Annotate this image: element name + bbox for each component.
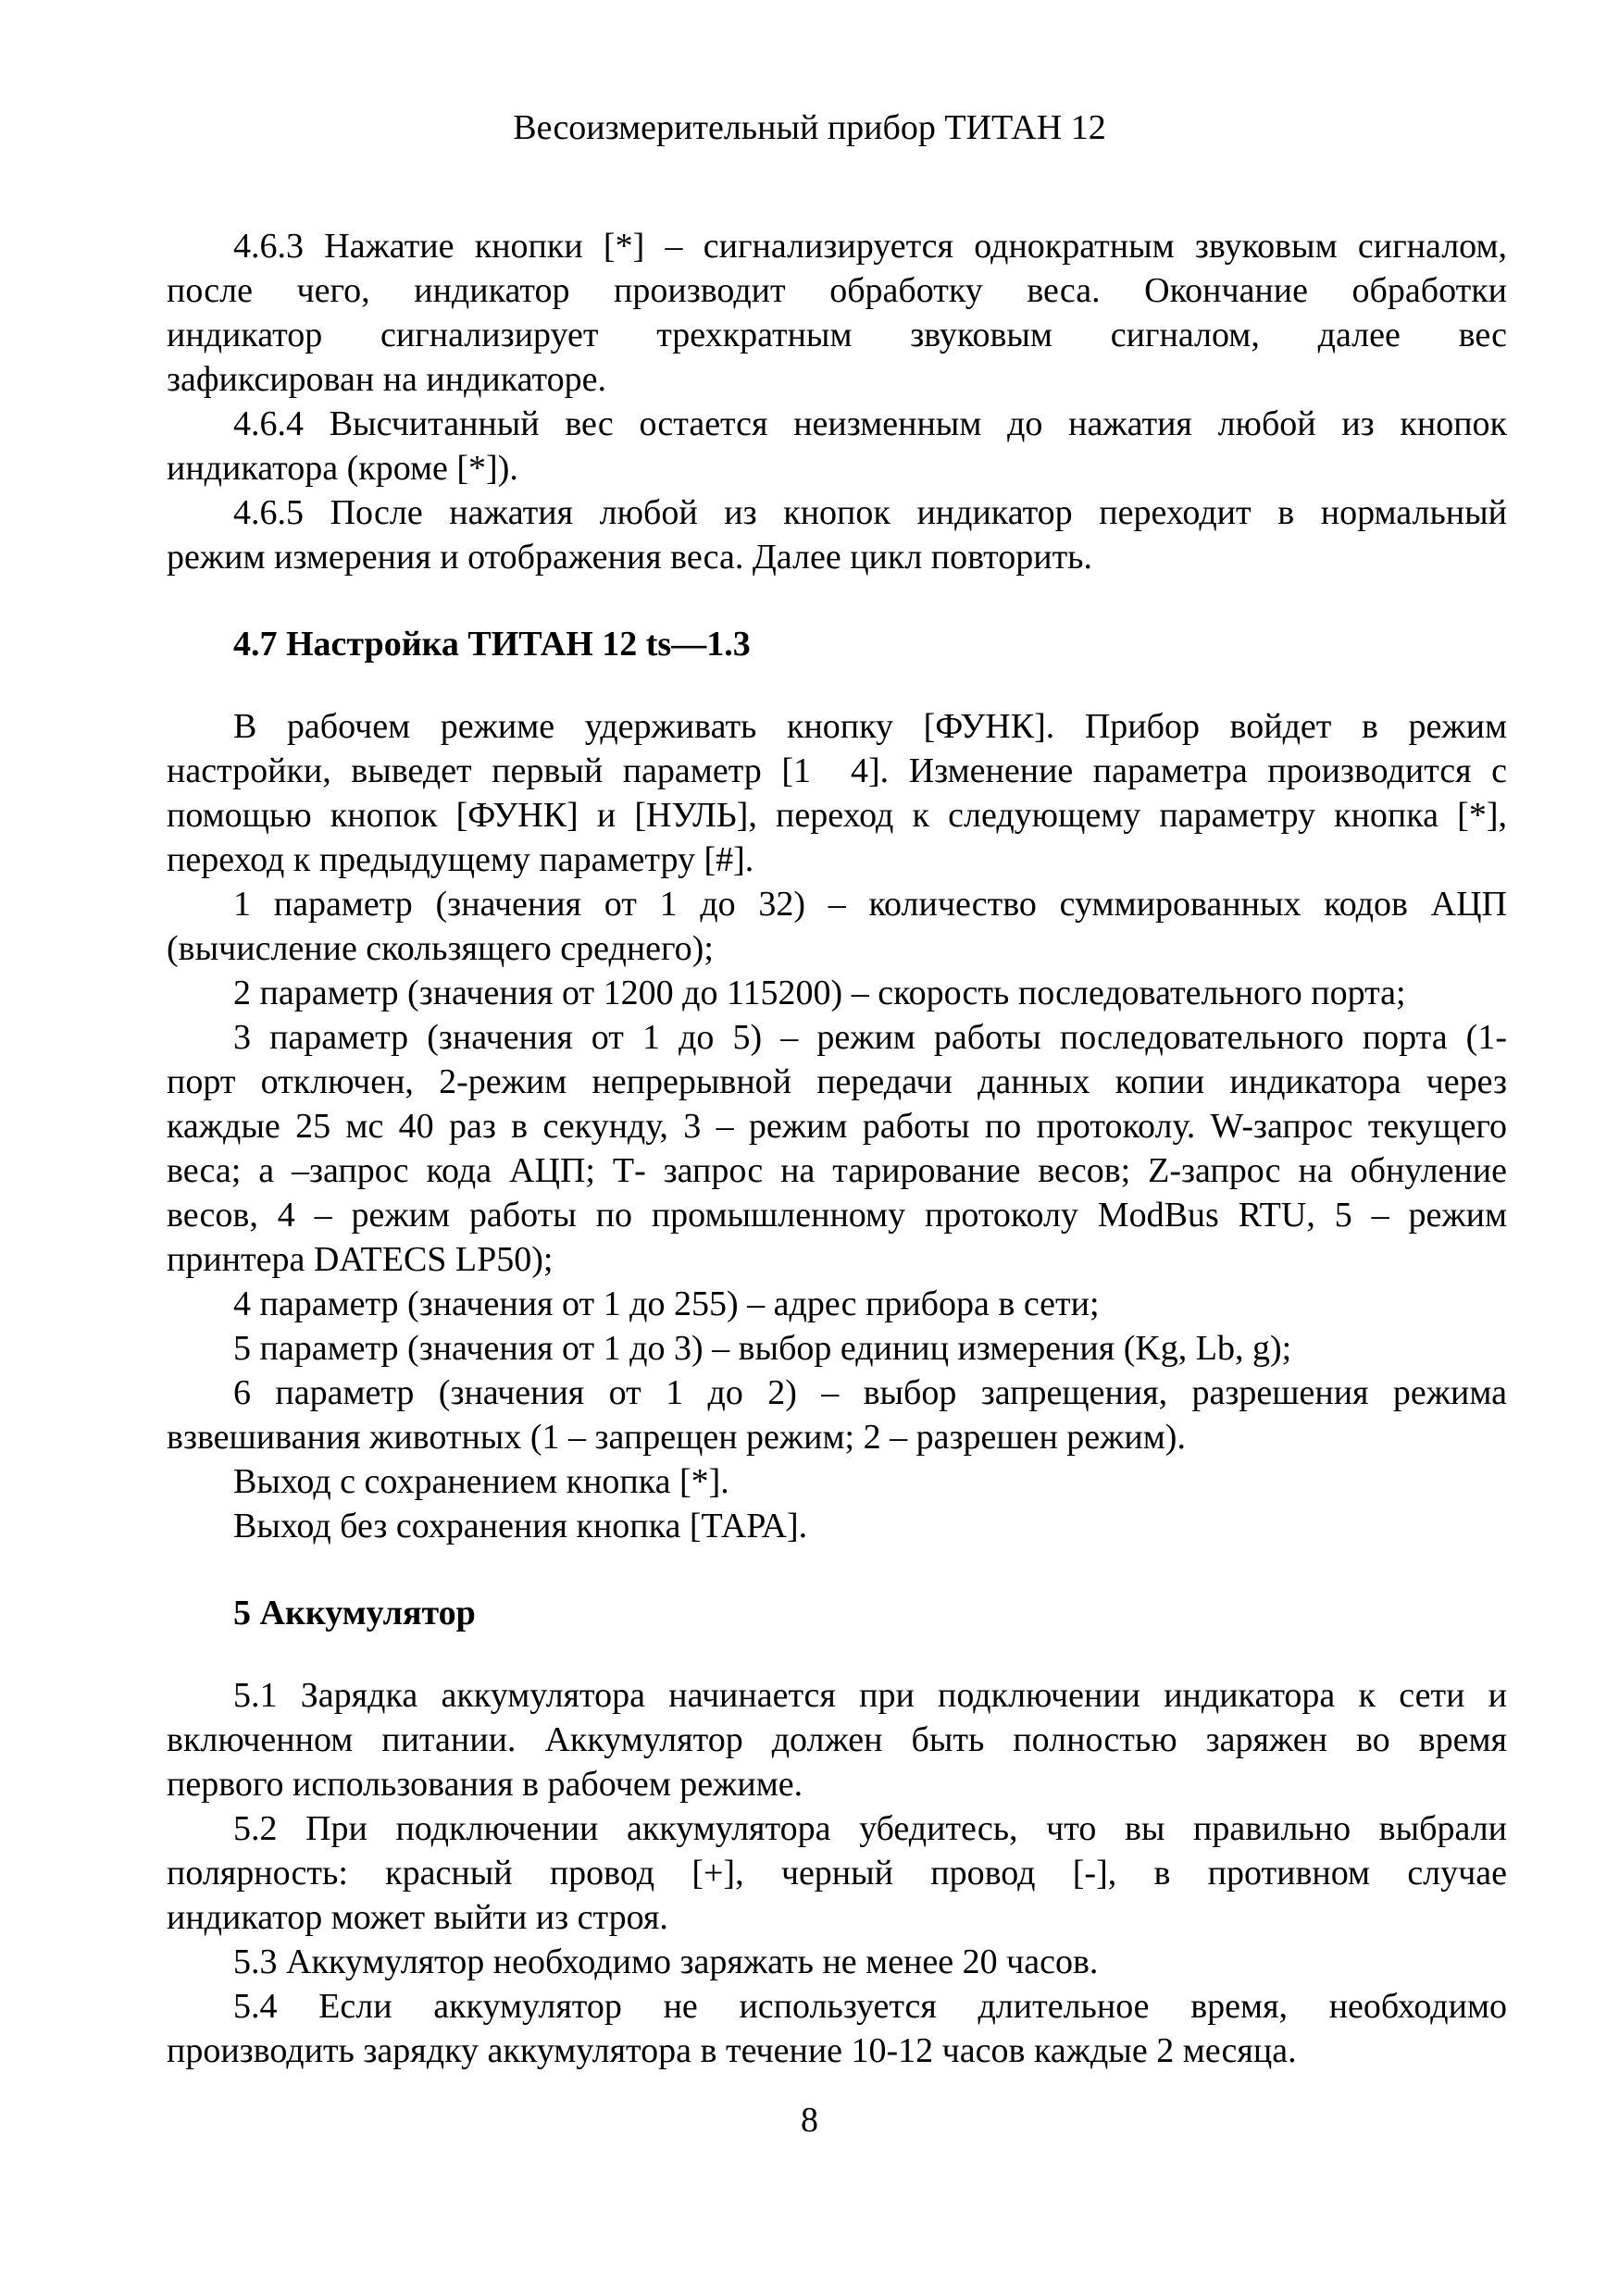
text-line: первого использования в рабочем режиме.	[167, 1765, 803, 1804]
text-line: после чего, индикатор производит обработку веса. Окончание обработки	[167, 271, 1507, 310]
text-line: 5.4 Если аккумулятор не используется длительное время, необходимо	[233, 1987, 1507, 2026]
text-line: зафиксирован на индикаторе.	[167, 360, 606, 399]
text-line: взвешивания животных (1 – запрещен режим; 2 – разрешен режим).	[167, 1418, 1186, 1457]
text-line: переход к предыдущему параметру [#].	[167, 840, 754, 879]
text-line: каждые 25 мс 40 раз в секунду, 3 – режим работы по протоколу. W-запрос текущего	[167, 1107, 1507, 1146]
document-body	[167, 224, 1507, 2073]
text-line: порт отключен, 2-режим непрерывной передачи данных копии индикатора через	[167, 1062, 1507, 1101]
paragraph	[167, 1984, 1507, 2073]
text-line: 5.3 Аккумулятор необходимо заряжать не менее 20 часов.	[233, 1942, 1099, 1981]
text-line: индикатора (кроме [*]).	[167, 449, 518, 488]
text-line: 4.6.4 Высчитанный вес остается неизменным до нажатия любой из кнопок	[233, 404, 1507, 443]
paragraph	[167, 224, 1507, 402]
text-line: 4 параметр (значения от 1 до 255) – адрес прибора в сети;	[233, 1285, 1100, 1323]
text-line: 2 параметр (значения от 1200 до 115200) – скорость последовательного порта;	[233, 974, 1406, 1012]
text-line: 6 параметр (значения от 1 до 2) – выбор запрещения, разрешения режима	[233, 1373, 1507, 1412]
text-line: производить зарядку аккумулятора в течение 10-12 часов каждые 2 месяца.	[167, 2031, 1297, 2070]
text-line: 3 параметр (значения от 1 до 5) – режим работы последовательного порта (1-	[233, 1018, 1507, 1057]
text-line: 4.6.3 Нажатие кнопки [*] – сигнализируется однократным звуковым сигналом,	[233, 227, 1507, 266]
page-footer	[0, 2098, 1619, 2142]
paragraph	[167, 1806, 1507, 1940]
text-line: принтера DATECS LP50);	[167, 1240, 554, 1279]
paragraph	[167, 882, 1507, 971]
text-line: 5 Аккумулятор	[233, 1594, 476, 1632]
page-number: 8	[801, 2101, 818, 2140]
paragraph	[167, 1326, 1507, 1371]
text-line: индикатор может выйти из строя.	[167, 1898, 668, 1937]
text-line: В рабочем режиме удерживать кнопку [ФУНК]. Прибор войдет в режим	[233, 707, 1507, 746]
section-heading	[167, 622, 1507, 666]
paragraph	[167, 490, 1507, 579]
text-line: полярность: красный провод [+], черный провод [-], в противном случае	[167, 1854, 1507, 1893]
text-line: веса; а –запрос кода АЦП; Т- запрос на тарирование весов; Z-запрос на обнуление	[167, 1151, 1507, 1190]
text-line: весов, 4 – режим работы по промышленному протоколу ModBus RTU, 5 – режим	[167, 1196, 1507, 1235]
paragraph	[167, 971, 1507, 1015]
paragraph	[167, 1504, 1507, 1548]
page-header	[0, 105, 1619, 150]
paragraph	[167, 1282, 1507, 1326]
text-line: включенном питании. Аккумулятор должен быть полностью заряжен во время	[167, 1720, 1507, 1759]
paragraph	[167, 704, 1507, 882]
text-line: 4.7 Настройка ТИТАН 12 ts—1.3	[233, 625, 751, 664]
paragraph	[167, 1459, 1507, 1504]
text-line: 5 параметр (значения от 1 до 3) – выбор единиц измерения (Kg, Lb, g);	[233, 1329, 1292, 1368]
text-line: помощью кнопок [ФУНК] и [НУЛЬ], переход к следующему параметру кнопка [*],	[167, 796, 1507, 835]
text-line: 1 параметр (значения от 1 до 32) – количество суммированных кодов АЦП	[233, 885, 1507, 924]
text-line: индикатор сигнализирует трехкратным звуковым сигналом, далее вес	[167, 316, 1507, 354]
text-line: 5.2 При подключении аккумулятора убедитесь, что вы правильно выбрали	[233, 1809, 1507, 1848]
text-line: режим измерения и отображения веса. Далее цикл повторить.	[167, 538, 1093, 577]
paragraph	[167, 1673, 1507, 1806]
text-line: 5.1 Зарядка аккумулятора начинается при подключении индикатора к сети и	[233, 1676, 1507, 1715]
text-line: (вычисление скользящего среднего);	[167, 929, 714, 968]
paragraph	[167, 1940, 1507, 1984]
text-line: Выход без сохранения кнопка [ТАРА].	[233, 1507, 808, 1545]
section-heading	[167, 1591, 1507, 1635]
paragraph	[167, 402, 1507, 490]
paragraph	[167, 1015, 1507, 1282]
text-line: 4.6.5 После нажатия любой из кнопок индикатор переходит в нормальный	[233, 493, 1507, 532]
paragraph	[167, 1371, 1507, 1459]
text-line: Выход с сохранением кнопка [*].	[233, 1462, 729, 1501]
page-title: Весоизмерительный прибор ТИТАН 12	[513, 108, 1106, 147]
text-line: настройки, выведет первый параметр [1 4]. Изменение параметра производится с	[167, 751, 1507, 790]
